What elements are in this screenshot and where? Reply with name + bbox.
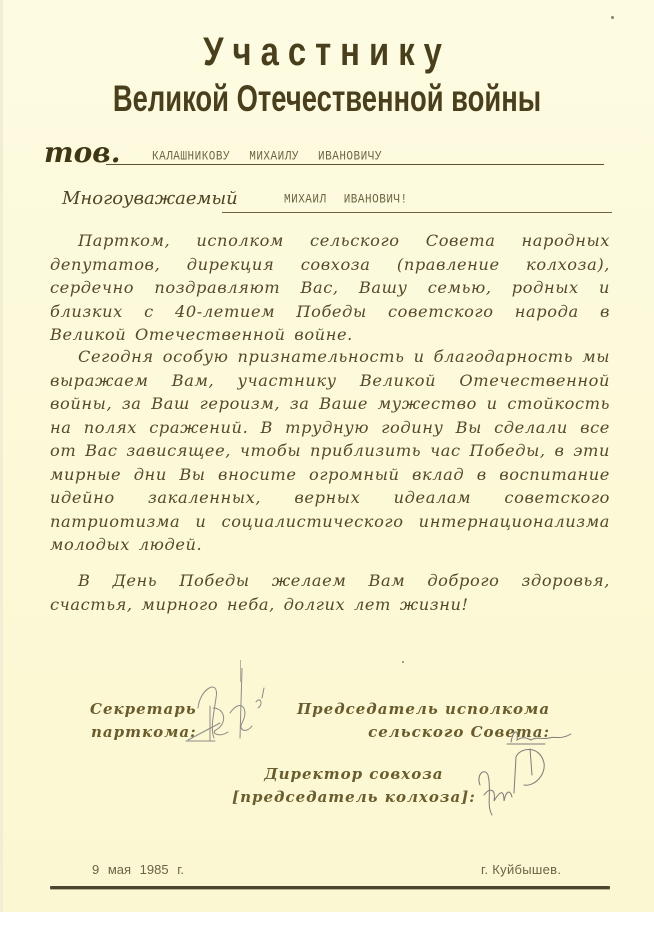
paper-speck	[402, 661, 404, 663]
greeting-label: Многоуважаемый	[62, 188, 238, 209]
signatory-title: Председатель исполкома	[297, 700, 551, 718]
paragraph-wishes	[50, 569, 610, 616]
paragraph-text: Сегодня особую признательность и благодарность мы выражаем Вам, участнику Великой Отечественной войны, за Ваш героизм, за Ваше мужество и стойкость на полях сражений. В трудную годину Вы сделали все от Вас зависящее, чтобы приблизить час Победы, в эти мирные дни Вы вносите огромный вклад в воспитание идейно закаленных, верных идеалам советского патриотизма и социалистического интернационализма молодых людей.	[50, 347, 610, 554]
recipient-name: КАЛАШНИКОВУ МИХАИЛУ ИВАНОВИЧУ	[152, 149, 382, 165]
title-line-1: Участнику	[203, 30, 451, 74]
signatory-title: [председатель колхоза]:	[232, 788, 476, 806]
signatory-title: парткома:	[90, 723, 197, 741]
paragraph-text: Партком, исполком сельского Совета народных депутатов, дирекция совхоза (правление колхоза), сердечно поздравляют Вас, Вашу семью, родных и близких с 40-летием Победы советского народа в Великой Отечественной войне.	[50, 231, 610, 344]
footer-rule	[50, 886, 610, 889]
greeting-underline	[222, 212, 612, 213]
signatory-title: Директор совхоза	[264, 765, 444, 783]
paper-speck	[611, 16, 614, 19]
paragraph-gratitude	[50, 345, 610, 557]
paragraph-text: В День Победы желаем Вам доброго здоровья, счастья, мирного неба, долгих лет жизни!	[50, 571, 610, 614]
signature-director	[470, 745, 555, 820]
title-line-2: Великой Отечественной войны	[112, 78, 542, 119]
signatory-director	[232, 763, 476, 809]
issue-city: г. Куйбышев.	[481, 862, 562, 877]
signatory-title: Секретарь	[90, 700, 197, 718]
paragraph-congratulation	[50, 229, 610, 347]
greeting-row	[62, 188, 612, 218]
signature-secretary	[180, 668, 275, 748]
greeting-name: МИХАИЛ ИВАНОВИЧ!	[284, 192, 408, 208]
signatory-title: сельского Совета:	[368, 723, 551, 741]
paper-edge	[0, 0, 3, 912]
issue-date: 9 мая 1985 г.	[92, 862, 184, 877]
recipient-row	[44, 136, 604, 170]
recipient-label: тов.	[44, 136, 121, 169]
